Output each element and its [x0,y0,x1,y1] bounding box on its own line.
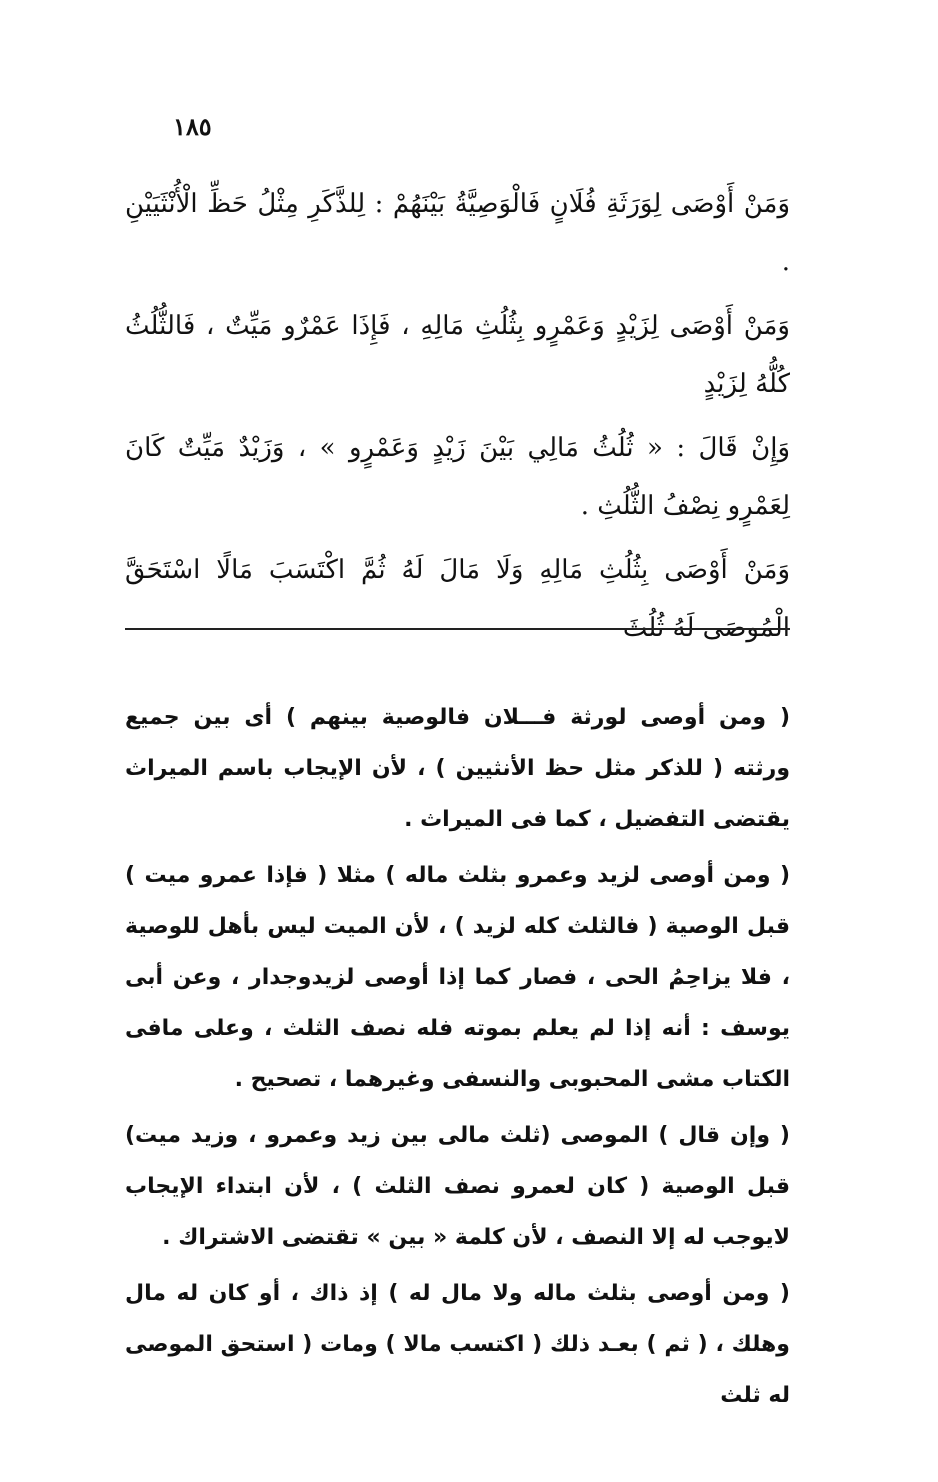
page-number: ١٨٥ [173,112,212,141]
main-text [125,175,790,663]
commentary-paragraph: ( ومن أوصى لورثة فـــلان فالوصية بينهم ) أى بين جميع ورثته ( للذكر مثل حظ الأنثيين ) ، لأن الإيجاب باسم الميراث يقتضى التفضيل ، كما فى الميراث . [125,705,790,832]
commentary-text [125,692,790,1426]
main-text-paragraph: وَمَنْ أَوْصَى لِوَرَثَةِ فُلَانٍ فَالْوَصِيَّةُ بَيْنَهُمْ : لِلذَّكَرِ مِثْلُ حَظِّ الْأُنْثَيَيْنِ . [125,189,791,277]
main-text-paragraph: وَإِنْ قَالَ : « ثُلُثُ مَالِي بَيْنَ زَيْدٍ وَعَمْرٍو » ، وَزَيْدٌ مَيِّتٌ كَانَ لِعَمْرٍو نِصْفُ الثُّلُثِ . [125,433,790,521]
main-text-paragraph: وَمَنْ أَوْصَى لِزَيْدٍ وَعَمْرٍو بِثُلُثِ مَالِهِ ، فَإِذَا عَمْرٌو مَيِّتٌ ، فَالثُّلُثُ كُلُّهُ لِزَيْدٍ [125,311,790,399]
section-divider [125,628,790,630]
commentary-paragraph: ( وإن قال ) الموصى (ثلث مالى بين زيد وعمرو ، وزيد ميت) قبل الوصية ( كان لعمرو نصف الثلث ) ، لأن ابتداء الإيجاب لايوجب له إلا النصف ، لأن كلمة « بين » تقتضى الاشتراك . [125,1123,790,1250]
commentary-paragraph: ( ومن أوصى لزيد وعمرو بثلث ماله ) مثلا ( فإذا عمرو ميت ) قبل الوصية ( فالثلث كله لزيد ) ، لأن الميت ليس بأهل للوصية ، فلا يزاحِمُ الحى ، فصار كما إذا أوصى لزيدوجدار ، وعن أبى يوسف : أنه إذا لم يعلم بموته فله نصف الثلث ، وعلى مافى الكتاب مشى المحبوبى والنسفى وغيرهما ، تصحيح . [125,863,790,1092]
main-text-paragraph: وَمَنْ أَوْصَى بِثُلُثِ مَالِهِ وَلَا مَالَ لَهُ ثُمَّ اكْتَسَبَ مَالًا اسْتَحَقَّ الْمُوصَى لَهُ ثُلُثَ [125,555,790,643]
commentary-paragraph: ( ومن أوصى بثلث ماله ولا مال له ) إذ ذاك ، أو كان له مال وهلك ، ( ثم ) بعـد ذلك ( اكتسب مالا ) ومات ( استحق الموصى له ثلث [125,1281,790,1408]
